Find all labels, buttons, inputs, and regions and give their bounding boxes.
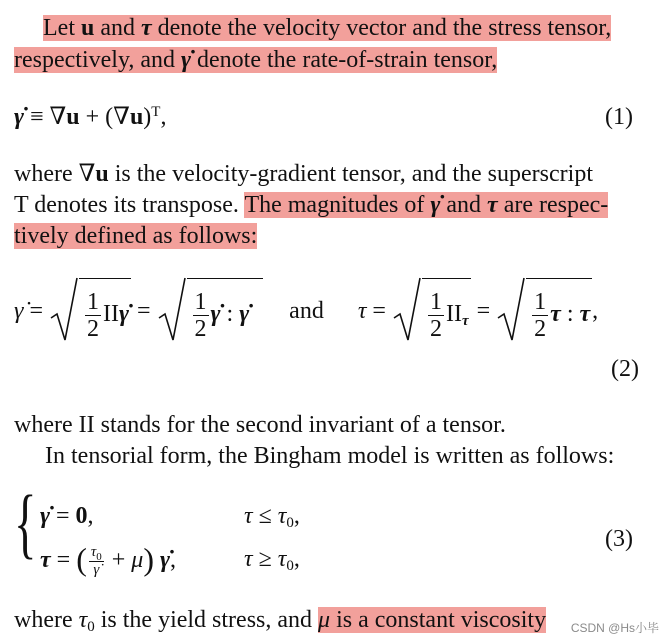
equation-3-row-1: γ̇ = 0,	[40, 503, 94, 529]
equation-3-row-2-condition: $\tau \ge \tau_0$,	[244, 546, 300, 574]
para3-line1: where II stands for the second invariant of a tensor.	[14, 412, 506, 438]
equation-1-number: (1)	[605, 104, 633, 130]
watermark: CSDN @Hs小毕	[570, 621, 659, 635]
highlight-span: μ is a constant viscosity	[318, 607, 547, 633]
highlight-span: The magnitudes of γ̇ and τ are respec-	[244, 192, 609, 218]
para3-line2: In tensorial form, the Bingham model is written as follows:	[45, 443, 615, 469]
para1-line1	[14, 13, 611, 43]
para1-line2	[14, 45, 497, 75]
equation-2-number: (2)	[611, 356, 639, 382]
equation-3-row-2: τ = ( $\frac{\tau_0}{\gammȧ}$ + μ) γ̇,	[40, 541, 176, 578]
sqrt-radical: $\frac{1}{2}$ τ : τ	[496, 278, 592, 347]
sqrt-radical: $\frac{1}{2}$ γ̇ : γ̇	[157, 278, 264, 347]
strain-rate-symbol: γ̇	[181, 47, 192, 73]
equation-3-number: (3)	[605, 526, 633, 552]
highlight-span: respectively, and γ̇ denote the rate-of-strain tensor,	[14, 47, 498, 73]
highlight-span: Let u and τ denote the velocity vector and the stress tensor,	[43, 15, 612, 41]
velocity-symbol: u	[80, 15, 95, 41]
highlight-span: tively defined as follows:	[14, 223, 258, 249]
stress-symbol: τ	[141, 15, 152, 41]
sqrt-radical: $\frac{1}{2}$ IIγ̇	[49, 278, 131, 347]
sqrt-radical: $\frac{1}{2}$ $II_\tau$	[392, 278, 471, 347]
equation-2: γ̇ = $\frac{1}{2}$ IIγ̇ = $\frac{1}{2}$ γ̇ : γ̇ and τ = $\frac{1}{2}$ $II_\tau$ = $\frac{1}{2}$ τ : τ,	[14, 278, 598, 344]
equation-1: γ̇ ≡ $\nabla u + (\nabla u)^T$,	[14, 104, 167, 130]
para2-line3	[14, 221, 257, 251]
equation-3-row-1-condition: $\tau \le \tau_0$,	[244, 503, 300, 531]
para4-line1: where $\tau_0$ is the yield stress, and μ is a constant viscosity	[14, 607, 547, 635]
left-brace: {	[14, 479, 37, 566]
para2-line2: T denotes its transpose. The magnitudes of γ̇ and τ are respec-	[14, 192, 609, 218]
para2-line1: where ∇u is the velocity-gradient tensor, and the superscript	[14, 161, 593, 187]
